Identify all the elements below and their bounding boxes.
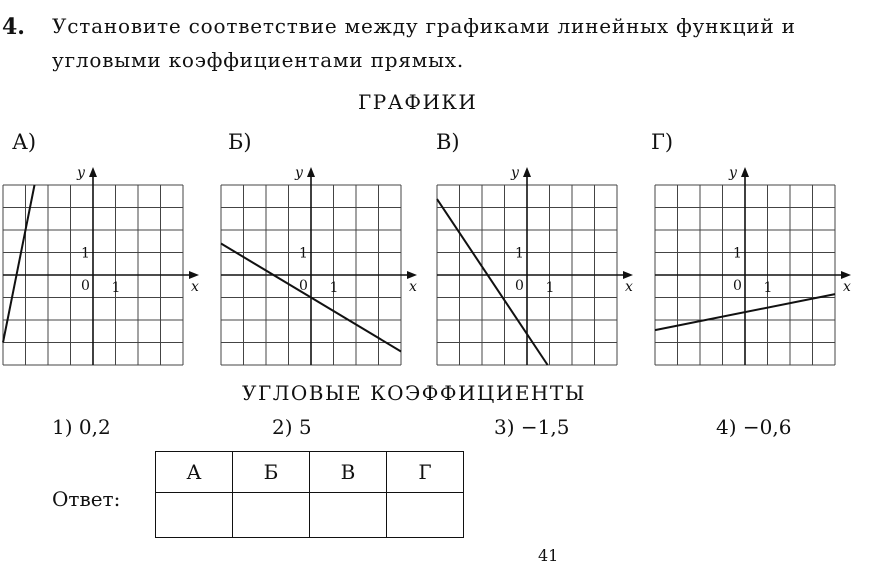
coordinate-plane [218, 157, 430, 367]
y-axis-arrow-icon [89, 167, 97, 177]
y-axis-label: y [295, 165, 303, 181]
y-tick-label: 1 [81, 245, 90, 262]
option-4 [716, 415, 791, 439]
y-tick-label: 1 [733, 245, 742, 262]
task-statement-line-2: угловыми коэффициентами прямых. [52, 48, 465, 72]
option-3 [494, 415, 569, 439]
function-line [3, 185, 35, 343]
answer-cell-g[interactable] [387, 493, 464, 538]
answer-header-b: Б [233, 452, 310, 493]
y-tick-label: 1 [515, 245, 524, 262]
x-axis-arrow-icon [841, 271, 851, 279]
y-axis-label: y [511, 165, 519, 181]
graph-v [434, 157, 646, 367]
option-value: 0,2 [78, 415, 111, 439]
origin-label: 0 [81, 278, 90, 294]
graph-label-g: Г) [651, 130, 674, 154]
answer-label: Ответ: [52, 487, 121, 511]
graph-b [218, 157, 430, 367]
option-number: 2) [272, 415, 293, 439]
y-axis-label: y [729, 165, 737, 181]
answer-cell-b[interactable] [233, 493, 310, 538]
x-tick-label: 1 [111, 280, 121, 296]
answer-header-g: Г [387, 452, 464, 493]
x-axis-label: x [409, 279, 417, 295]
origin-label: 0 [515, 278, 524, 294]
x-axis-arrow-icon [189, 271, 199, 279]
page-number: 41 [538, 546, 559, 565]
coefficients-heading: УГЛОВЫЕ КОЭФФИЦИЕНТЫ [242, 381, 586, 405]
y-axis-arrow-icon [307, 167, 315, 177]
option-1 [52, 415, 111, 439]
answer-header-v: В [310, 452, 387, 493]
y-axis-label: y [77, 165, 85, 181]
x-axis-label: x [191, 279, 199, 295]
y-axis-arrow-icon [523, 167, 531, 177]
option-number: 3) [494, 415, 515, 439]
answer-cell-v[interactable] [310, 493, 387, 538]
graph-g [652, 157, 864, 367]
option-value: −1,5 [520, 415, 570, 439]
option-number: 1) [52, 415, 73, 439]
y-axis-arrow-icon [741, 167, 749, 177]
option-value: −0,6 [742, 415, 792, 439]
x-axis-label: x [843, 279, 851, 295]
graph-label-v: В) [436, 130, 460, 154]
x-axis-arrow-icon [623, 271, 633, 279]
x-axis-label: x [625, 279, 633, 295]
coordinate-plane [652, 157, 864, 367]
x-tick-label: 1 [545, 280, 555, 296]
coordinate-plane [0, 157, 212, 367]
option-2 [272, 415, 312, 439]
function-line [437, 199, 548, 365]
answer-header-a: А [156, 452, 233, 493]
graph-label-a: А) [12, 130, 37, 154]
task-statement-line-1: Установите соответствие между графиками линейных функций и [52, 14, 796, 38]
origin-label: 0 [299, 278, 308, 294]
task-number: 4. [2, 14, 25, 40]
coordinate-plane [434, 157, 646, 367]
answer-table [155, 451, 464, 538]
graph-label-b: Б) [228, 130, 252, 154]
x-axis-arrow-icon [407, 271, 417, 279]
answer-cell-a[interactable] [156, 493, 233, 538]
option-value: 5 [298, 415, 312, 439]
y-tick-label: 1 [299, 245, 308, 262]
graphs-heading: ГРАФИКИ [358, 90, 478, 114]
graph-a [0, 157, 212, 367]
x-tick-label: 1 [763, 280, 773, 296]
origin-label: 0 [733, 278, 742, 294]
option-number: 4) [716, 415, 737, 439]
x-tick-label: 1 [329, 280, 339, 296]
